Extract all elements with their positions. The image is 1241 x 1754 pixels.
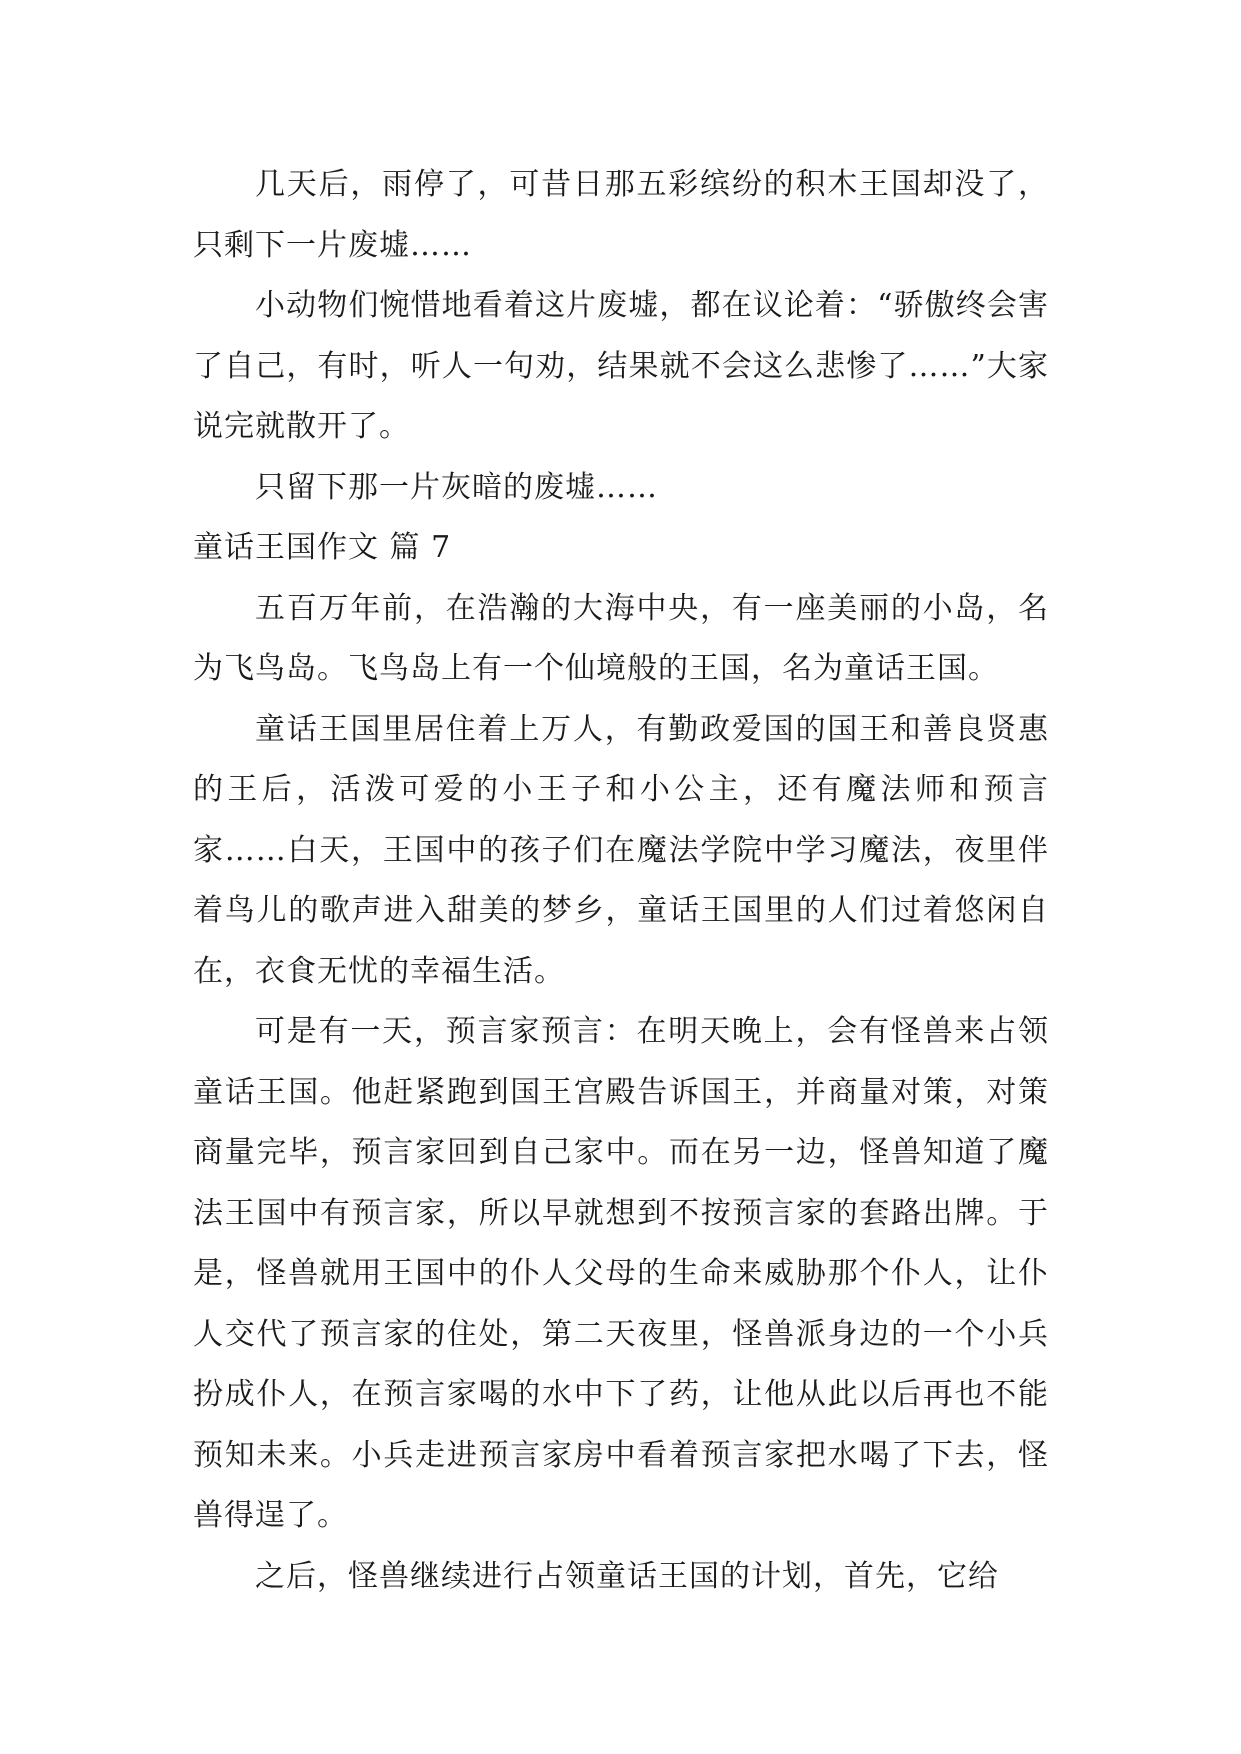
paragraph: 之后，怪兽继续进行占领童话王国的计划，首先，它给 — [255, 1558, 999, 1594]
section-heading: 童话王国作文 篇 7 — [193, 530, 452, 565]
paragraph: 小动物们惋惜地看着这片废墟，都在议论着：“骄傲终会害了自己，有时，听人一句劝，结果就不会这么悲惨了……”大家说完就散开了。 — [193, 288, 1049, 444]
paragraph: 只留下那一片灰暗的废墟…… — [255, 469, 658, 505]
paragraph: 五百万年前，在浩瀚的大海中央，有一座美丽的小岛，名为飞鸟岛。飞鸟岛上有一个仙境般的王国，名为童话王国。 — [193, 590, 1049, 686]
paragraph: 几天后，雨停了，可昔日那五彩缤纷的积木王国却没了，只剩下一片废墟…… — [193, 167, 1049, 263]
paragraph: 可是有一天，预言家预言：在明天晚上，会有怪兽来占领童话王国。他赶紧跑到国王宫殿告诉国王，并商量对策，对策商量完毕，预言家回到自己家中。而在另一边，怪兽知道了魔法王国中有预言家，所以早就想到不按预言家的套路出牌。于是，怪兽就用王国中的仆人父母的生命来威胁那个仆人，让仆人交代了预言家的住处，第二天夜里，怪兽派身边的一个小兵扮成仆人，在预言家喝的水中下了药，让他从此以后再也不能预知未来。小兵走进预言家房中看着预言家把水喝了下去，怪兽得逞了。 — [193, 1014, 1049, 1533]
document-body — [193, 155, 1049, 1607]
paragraph: 童话王国里居住着上万人，有勤政爱国的国王和善良贤惠的王后，活泼可爱的小王子和小公主，还有魔法师和预言家……白天，王国中的孩子们在魔法学院中学习魔法，夜里伴着鸟儿的歌声进入甜美的梦乡，童话王国里的人们过着悠闲自在，衣食无忧的幸福生活。 — [193, 711, 1049, 989]
